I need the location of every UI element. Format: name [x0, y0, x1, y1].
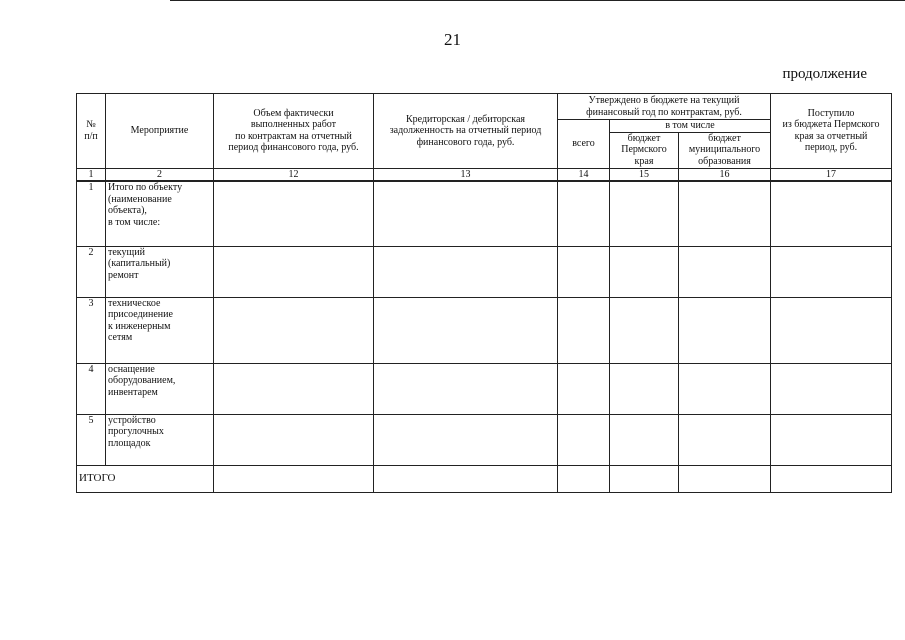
header-work-volume: Объем фактически выполненных работ по контрактам на отчетный период финансового года, руб. [214, 94, 374, 169]
table-row [77, 363, 892, 414]
header-including: в том числе [610, 120, 771, 133]
row-number: 5 [77, 414, 106, 465]
total-row [77, 465, 892, 492]
header-event: Мероприятие [106, 94, 214, 169]
cell-received [771, 181, 892, 246]
header-num: № п/п [77, 94, 106, 169]
column-number: 16 [679, 168, 771, 181]
header-approved: Утверждено в бюджете на текущий финансовый год по контрактам, руб. [558, 94, 771, 120]
cell-perm-budget [610, 297, 679, 363]
header-total: всего [558, 120, 610, 169]
row-name: устройство прогулочных площадок [106, 414, 214, 465]
cell-debt [374, 246, 558, 297]
table-row [77, 414, 892, 465]
column-number: 17 [771, 168, 892, 181]
table-row [77, 297, 892, 363]
header-municipal-budget: бюджет муниципального образования [679, 132, 771, 168]
header-debt: Кредиторская / дебиторская задолженность на отчетный период финансового года, руб. [374, 94, 558, 169]
cell-perm-budget [610, 181, 679, 246]
page-number: 21 [444, 30, 461, 49]
row-number: 2 [77, 246, 106, 297]
cell-total [558, 465, 610, 492]
cell-received [771, 363, 892, 414]
column-number: 15 [610, 168, 679, 181]
cell-work-volume [214, 414, 374, 465]
column-number: 2 [106, 168, 214, 181]
row-number: 4 [77, 363, 106, 414]
header-received: Поступило из бюджета Пермского края за отчетный период, руб. [771, 94, 892, 169]
cell-debt [374, 363, 558, 414]
cell-perm-budget [610, 246, 679, 297]
top-border-line [170, 0, 905, 1]
row-name: оснащение оборудованием, инвентарем [106, 363, 214, 414]
cell-total [558, 414, 610, 465]
column-number: 14 [558, 168, 610, 181]
row-number: 1 [77, 181, 106, 246]
cell-work-volume [214, 181, 374, 246]
cell-total [558, 297, 610, 363]
cell-work-volume [214, 363, 374, 414]
row-number: 3 [77, 297, 106, 363]
column-number-row [77, 168, 892, 181]
cell-received [771, 246, 892, 297]
cell-work-volume [214, 297, 374, 363]
cell-work-volume [214, 246, 374, 297]
cell-work-volume [214, 465, 374, 492]
column-number: 12 [214, 168, 374, 181]
cell-total [558, 363, 610, 414]
cell-municipal-budget [679, 363, 771, 414]
cell-municipal-budget [679, 246, 771, 297]
cell-perm-budget [610, 465, 679, 492]
cell-debt [374, 297, 558, 363]
cell-perm-budget [610, 363, 679, 414]
continuation-label: продолжение [782, 66, 867, 82]
row-name: техническое присоединение к инженерным сетям [106, 297, 214, 363]
table-row [77, 181, 892, 246]
cell-municipal-budget [679, 414, 771, 465]
cell-municipal-budget [679, 465, 771, 492]
cell-received [771, 297, 892, 363]
column-number: 13 [374, 168, 558, 181]
report-table [76, 93, 892, 493]
row-name: Итого по объекту (наименование объекта), в том числе: [106, 181, 214, 246]
cell-debt [374, 465, 558, 492]
cell-debt [374, 181, 558, 246]
cell-total [558, 181, 610, 246]
cell-municipal-budget [679, 297, 771, 363]
cell-received [771, 465, 892, 492]
cell-debt [374, 414, 558, 465]
header-perm-budget: бюджет Пермского края [610, 132, 679, 168]
table-row [77, 246, 892, 297]
column-number: 1 [77, 168, 106, 181]
total-label: ИТОГО [77, 465, 214, 492]
row-name: текущий (капитальный) ремонт [106, 246, 214, 297]
cell-total [558, 246, 610, 297]
cell-received [771, 414, 892, 465]
cell-perm-budget [610, 414, 679, 465]
cell-municipal-budget [679, 181, 771, 246]
